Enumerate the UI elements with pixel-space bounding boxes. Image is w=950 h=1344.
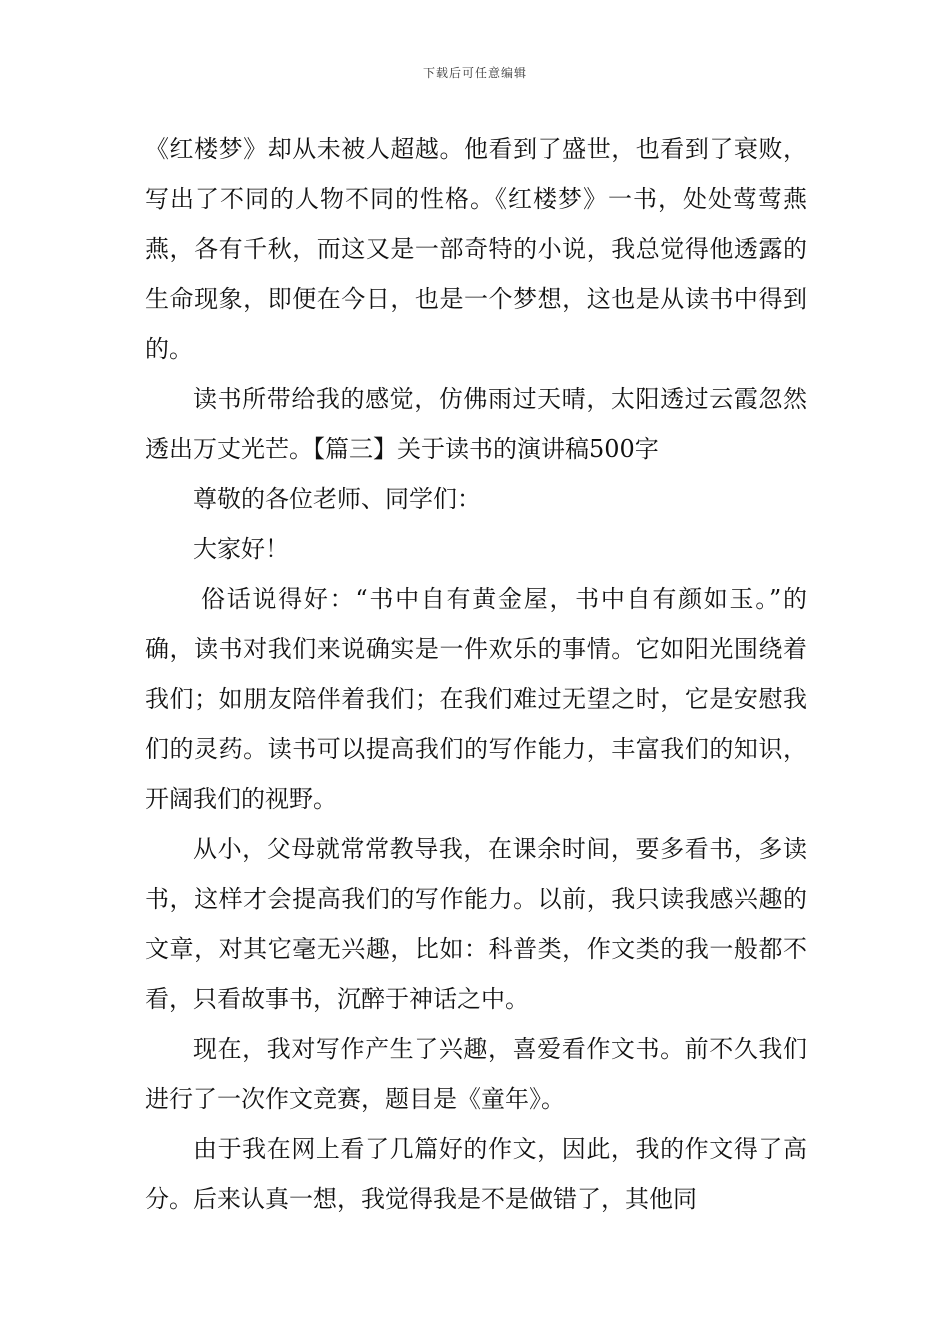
paragraph-2: 读书所带给我的感觉，仿佛雨过天晴，太阳透过云霞忽然透出万丈光芒。【篇三】关于读书的演讲稿500字 — [145, 385, 807, 463]
page-header: 下载后可任意编辑 — [422, 66, 527, 80]
paragraph-1: 《红楼梦》却从未被人超越。他看到了盛世，也看到了衰败，写出了不同的人物不同的性格。《红楼梦》一书，处处莺莺燕燕，各有千秋，而这又是一部奇特的小说，我总觉得他透露的生命现象，即便在今日，也是一个梦想，这也是从读书中得到的。 — [145, 135, 807, 363]
paragraph-now: 现在，我对写作产生了兴趣，喜爱看作文书。前不久我们进行了一次作文竞赛，题目是《童年》。 — [145, 1035, 807, 1113]
greeting-salutation: 尊敬的各位老师、同学们： — [193, 485, 481, 513]
document-body — [145, 124, 807, 1224]
greeting-hello: 大家好！ — [193, 535, 289, 563]
paragraph-result: 由于我在网上看了几篇好的作文，因此，我的作文得了高分。后来认真一想，我觉得我是不是做错了，其他同 — [145, 1135, 807, 1213]
paragraph-proverb: 俗话说得好：“书中自有黄金屋，书中自有颜如玉。”的确，读书对我们来说确实是一件欢乐的事情。它如阳光围绕着我们；如朋友陪伴着我们；在我们难过无望之时，它是安慰我们的灵药。读书可以提高我们的写作能力，丰富我们的知识，开阔我们的视野。 — [145, 585, 807, 813]
paragraph-childhood: 从小，父母就常常教导我，在课余时间，要多看书，多读书，这样才会提高我们的写作能力。以前，我只读我感兴趣的文章，对其它毫无兴趣，比如：科普类，作文类的我一般都不看，只看故事书，沉醉于神话之中。 — [145, 835, 807, 1013]
